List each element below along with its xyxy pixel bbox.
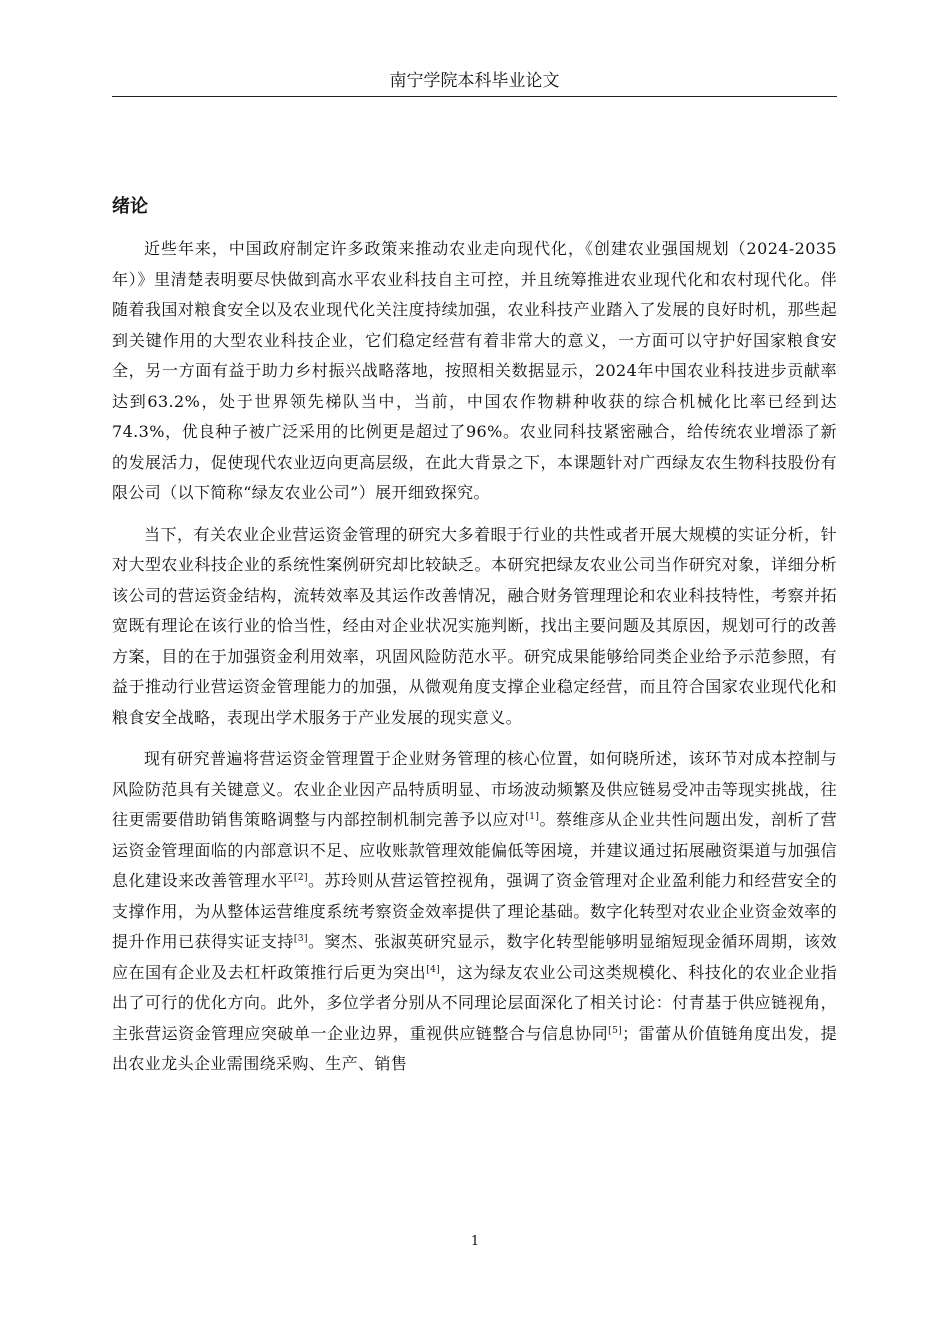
running-header: 南宁学院本科毕业论文: [389, 71, 560, 91]
page-number: 1: [470, 1234, 480, 1249]
citation-2: [2]: [293, 873, 308, 883]
paragraph-3-text: ；雷蕾从价值链角度出发，提出农业龙头企业需围绕采购、生产、销售: [112, 1023, 837, 1073]
section-heading: 绪论: [112, 196, 148, 217]
header-divider: [112, 96, 837, 97]
body-text: [112, 234, 837, 1091]
paragraph-3: [112, 744, 837, 1080]
paragraph-1: 近些年来，中国政府制定许多政策来推动农业走向现代化，《创建农业强国规划（2024-2035年）》里清楚表明要尽快做到高水平农业科技自主可控，并且统筹推进农业现代化和农村现代化。伴随着我国对粮食安全以及农业现代化关注度持续加强，农业科技产业踏入了发展的良好时机，那些起到关键作用的大型农业科技企业，它们稳定经营有着非常大的意义，一方面可以守护好国家粮食安全，另一方面有益于助力乡村振兴战略落地，按照相关数据显示，2024年中国农业科技进步贡献率达到63.2%，处于世界领先梯队当中，当前，中国农作物耕种收获的综合机械化比率已经到达74.3%，优良种子被广泛采用的比例更是超过了96%。农业同科技紧密融合，给传统农业增添了新的发展活力，促使现代农业迈向更高层级，在此大背景之下，本课题针对广西绿友农生物科技股份有限公司（以下简称“绿友农业公司”）展开细致探究。: [112, 239, 837, 502]
paragraph-3-text: ，这为绿友农业公司这类规模化、科技化的农业企业指出了可行的优化方向。此外，多位学者分别从不同理论层面深化了相关讨论：付青基于供应链视角，主张营运资金管理应突破单一企业边界，重视供应链整合与信息协同: [112, 962, 837, 1043]
citation-1: [1]: [525, 812, 540, 822]
citation-4: [4]: [426, 964, 441, 975]
citation-3: [3]: [293, 934, 308, 944]
paragraph-3-text: 。蔡维彦从企业共性问题出发，剖析了营运资金管理面临的内部意识不足、应收账款管理效能偏低等困境，并建议通过拓展融资渠道与加强信息化建设来改善管理水平: [112, 810, 837, 890]
paragraph-3-text: 。苏玲则从营运管控视角，强调了资金管理对企业盈利能力和经营安全的支撑作用，为从整体运营维度系统考察资金效率提供了理论基础。数字化转型对农业企业资金效率的提升作用已获得实证支持: [112, 871, 837, 951]
paragraph-3-text: 。窦杰、张淑英研究显示，数字化转型能够明显缩短现金循环周期，该效应在国有企业及去杠杆政策推行后更为突出: [112, 932, 837, 982]
paragraph-3-text: 现有研究普遍将营运资金管理置于企业财务管理的核心位置，如何晓所述，该环节对成本控制与风险防范具有关键意义。农业企业因产品特质明显、市场波动频繁及供应链易受冲击等现实挑战，往往更需要借助销售策略调整与内部控制机制完善予以应对: [112, 749, 837, 829]
citation-5: [5]: [608, 1025, 623, 1036]
paragraph-2: 当下，有关农业企业营运资金管理的研究大多着眼于行业的共性或者开展大规模的实证分析，针对大型农业科技企业的系统性案例研究却比较缺乏。本研究把绿友农业公司当作研究对象，详细分析该公司的营运资金结构，流转效率及其运作改善情况，融合财务管理理论和农业科技特性，考察并拓宽既有理论在该行业的恰当性，经由对企业状况实施判断，找出主要问题及其原因，规划可行的改善方案，目的在于加强资金利用效率，巩固风险防范水平。研究成果能够给同类企业给予示范参照，有益于推动行业营运资金管理能力的加强，从微观角度支撑企业稳定经营，而且符合国家农业现代化和粮食安全战略，表现出学术服务于产业发展的现实意义。: [112, 524, 837, 727]
